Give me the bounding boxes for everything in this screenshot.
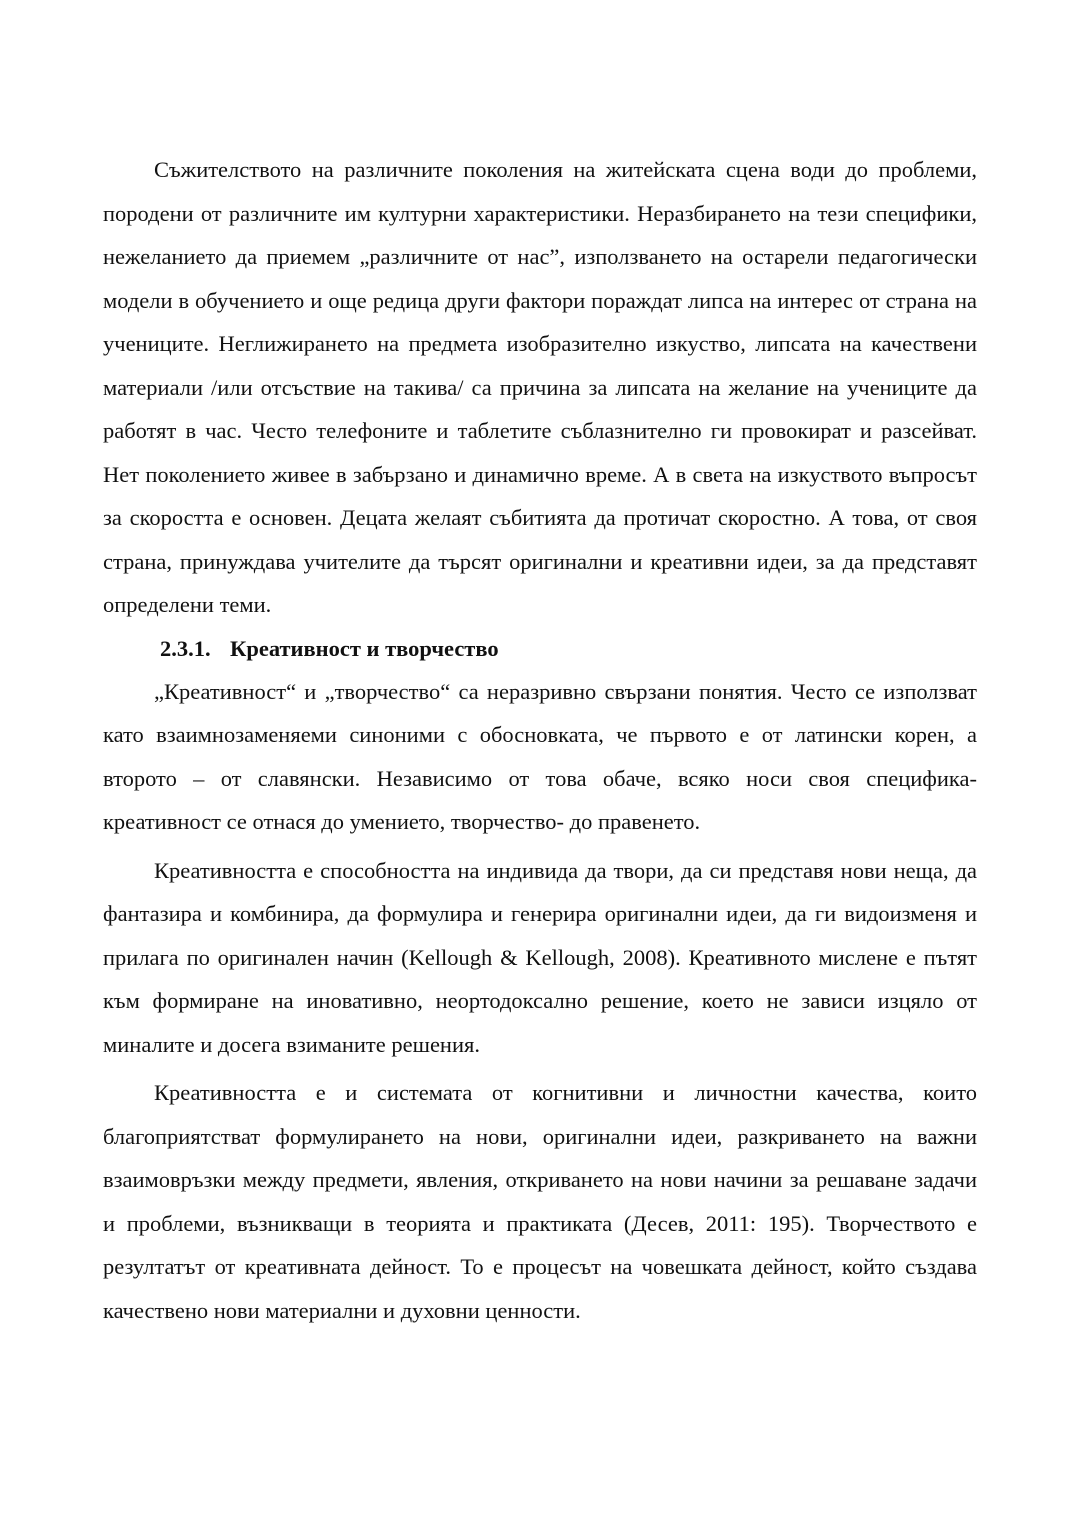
- section-title: Креативност и творчество: [230, 635, 499, 661]
- section-heading: [103, 627, 977, 670]
- section-number: 2.3.1.: [160, 635, 211, 661]
- paragraph-creativity-system: Креативността е и системата от когнитивни и личностни качества, които благоприятстват формулирането на нови, оригинални идеи, разкриването на важни взаимовръзки между предмети, явления, откриването на нови начини за решаване задачи и проблеми, възникващи в теорията и практиката (Десев, 2011: 195). Творчеството е резултатът от креативната дейност. То е процесът на човешката дейност, който създава качествено нови материални и духовни ценности.: [103, 1080, 977, 1323]
- paragraph-generations: Съжителството на различните поколения на житейската сцена води до проблеми, породени от различните им културни характеристики. Неразбирането на тези специфики, нежеланието да приемем „различните от нас”, използването на остарели педагогически модели в обучението и още редица други фактори пораждат липса на интерес от страна на учениците. Неглижирането на предмета изобразително изкуство, липсата на качествени материали /или отсъствие на такива/ са причина за липсата на желание на учениците да работят в час. Често телефоните и таблетите съблазнително ги провокират и разсейват. Нет поколението живее в забързано и динамично време. А в света на изкуството въпросът за скоростта е основен. Децата желаят събитията да протичат скоростно. А това, от своя страна, принуждава учителите да търсят оригинални и креативни идеи, за да представят определени теми.: [103, 157, 977, 617]
- paragraph-creativity-definition: „Креативност“ и „творчество“ са неразривно свързани понятия. Често се използват като взаимнозаменяеми синоними с обосновката, че първото е от латински корен, а второто – от славянски. Независимо от това обаче, всяко носи своя специфика- креативност се отнася до умението, творчество- до правенето.: [103, 678, 977, 834]
- paragraph-creativity-ability: Креативността е способността на индивида да твори, да си представя нови неща, да фантазира и комбинира, да формулира и генерира оригинални идеи, да ги видоизменя и прилага по оригинален начин (Kellough & Kellough, 2008). Креативното мислене е пътят към формиране на иновативно, неортодоксално решение, което не зависи изцяло от миналите и досега взиманите решения.: [103, 857, 977, 1057]
